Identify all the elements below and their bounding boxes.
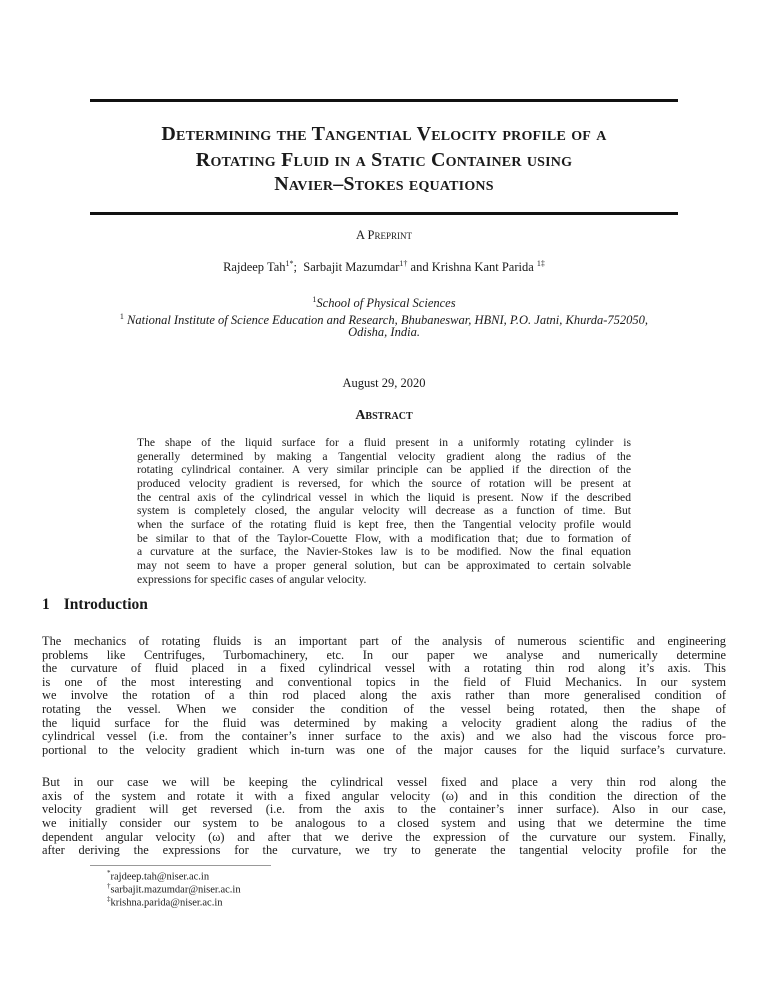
affiliation-mark: 1 <box>119 312 124 321</box>
section-number: 1 <box>42 596 50 613</box>
affiliation-mark: 1 <box>312 295 317 304</box>
body-line: rotating the vessel. When we consider the condition of the vessel being rotated, then the shape of <box>42 702 726 716</box>
author-mark: 1* <box>285 259 294 268</box>
abstract-line: a curvature at the surface, the Navier-Stokes law is to be modified. Now the final equation <box>137 545 631 558</box>
abstract-line: rotating cylindrical container. A very similar principle can be applied if the direction of the <box>137 463 631 476</box>
footnote-mark: ‡ <box>107 895 111 903</box>
body-line: velocity gradient will get reversed (i.e. from the axis to the container’s inner surface). Also in our case, <box>42 802 726 816</box>
title-line-1: Determining the Tangential Velocity profile of a <box>161 123 607 145</box>
abstract-line: produced velocity gradient is reversed, for which the source of rotation will be present at <box>137 477 631 490</box>
abstract-line: system is completely closed, the angular velocity will decrease as a function of time. But <box>137 504 631 517</box>
author-list <box>0 256 768 275</box>
author-mark: 1‡ <box>536 259 545 268</box>
body-line: dependent angular velocity (ω) and after that we derive the expression of the curvature our system. Finally, <box>42 830 726 844</box>
body-line: after deriving the expressions for the curvature, we try to generate the tangential velocity profile for the <box>42 843 726 857</box>
footnote-rule <box>90 865 271 866</box>
date: August 29, 2020 <box>342 376 426 390</box>
footnote-email: sarbajit.mazumdar@niser.ac.in <box>110 884 241 896</box>
body-line: cylindrical vessel (i.e. from the container’s inner surface to the axis) and we also had the viscous force pro- <box>42 729 726 743</box>
title-line-3: Navier–Stokes equations <box>274 173 494 195</box>
institute-name: National Institute of Science Education and Research, Bhubaneswar, HBNI, P.O. Jatni, Khurda-752050, <box>127 313 649 328</box>
body-line: the liquid surface for the fluid was determined by making a velocity gradient along the radius of the <box>42 716 726 730</box>
body-line: The mechanics of rotating fluids is an important part of the analysis of numerous scientific and engineering <box>42 634 726 648</box>
abstract-line: when the surface of the rotating fluid is kept free, then the Tangential velocity profile would <box>137 518 631 531</box>
author-name: Krishna Kant Parida <box>431 260 534 275</box>
abstract-line: expressions for specific cases of angular velocity. <box>137 573 367 586</box>
title-line-2: Rotating Fluid in a Static Container using <box>195 149 573 171</box>
body-line: portional to the velocity gradient which in-turn was one of the major causes for the liquid surface’s curvature. <box>42 743 726 757</box>
title-bottom-rule <box>90 212 678 215</box>
footnote-email: rajdeep.tah@niser.ac.in <box>110 871 210 883</box>
body-line: is one of the most interesting and conventional topics in the field of Fluid Mechanics. In our system <box>42 675 726 689</box>
author-separator: ; <box>293 260 297 275</box>
footnote <box>107 893 223 910</box>
author-name: Rajdeep Tah <box>223 260 286 275</box>
preprint-label: A Preprint <box>356 228 412 242</box>
school-name: School of Physical Sciences <box>316 296 456 311</box>
body-line: But in our case we will be keeping the cylindrical vessel fixed and place a very thin rod along the <box>42 775 726 789</box>
abstract-line: may not seem to have a proper general solution, but can be approximated to certain solvable <box>137 559 631 572</box>
footnote-mark: * <box>107 869 111 877</box>
author-separator: and <box>410 260 429 275</box>
body-line: problems like Centrifuges, Turbomachinery, etc. In our paper we analyse and numerically determine <box>42 648 726 662</box>
title-top-rule <box>90 99 678 102</box>
abstract-line: the central axis of the cylindrical vessel in which the liquid is present. Now if the described <box>137 491 631 504</box>
footnote-email: krishna.parida@niser.ac.in <box>110 897 223 909</box>
abstract-line: be similar to that of the Taylor-Couette Flow, with a modification that; due to formation of <box>137 532 631 545</box>
body-line: axis of the system and rotate it with a fixed angular velocity (ω) and in this condition the direction of the <box>42 789 726 803</box>
abstract-line: generally determined by making a Tangential velocity gradient along the radius of the <box>137 450 631 463</box>
footnote-mark: † <box>107 882 111 890</box>
body-line: the curvature of fluid placed in a fixed cylindrical vessel with a rotating thin rod along it’s axis. This <box>42 661 726 675</box>
author-mark: 1† <box>399 259 408 268</box>
section-title: Introduction <box>63 596 148 613</box>
abstract-heading: Abstract <box>355 408 413 423</box>
body-line: we involve the rotation of a thin rod placed along the axis rather than more generalised condition of <box>42 688 726 702</box>
affiliation-location: Odisha, India. <box>348 325 420 339</box>
author-name: Sarbajit Mazumdar <box>303 260 400 275</box>
body-line: we initially consider our system to be analogous to a closed system and using that we determine the time <box>42 816 726 830</box>
abstract-line: The shape of the liquid surface for a fluid present in a uniformly rotating cylinder is <box>137 436 631 449</box>
section-heading <box>42 596 162 614</box>
